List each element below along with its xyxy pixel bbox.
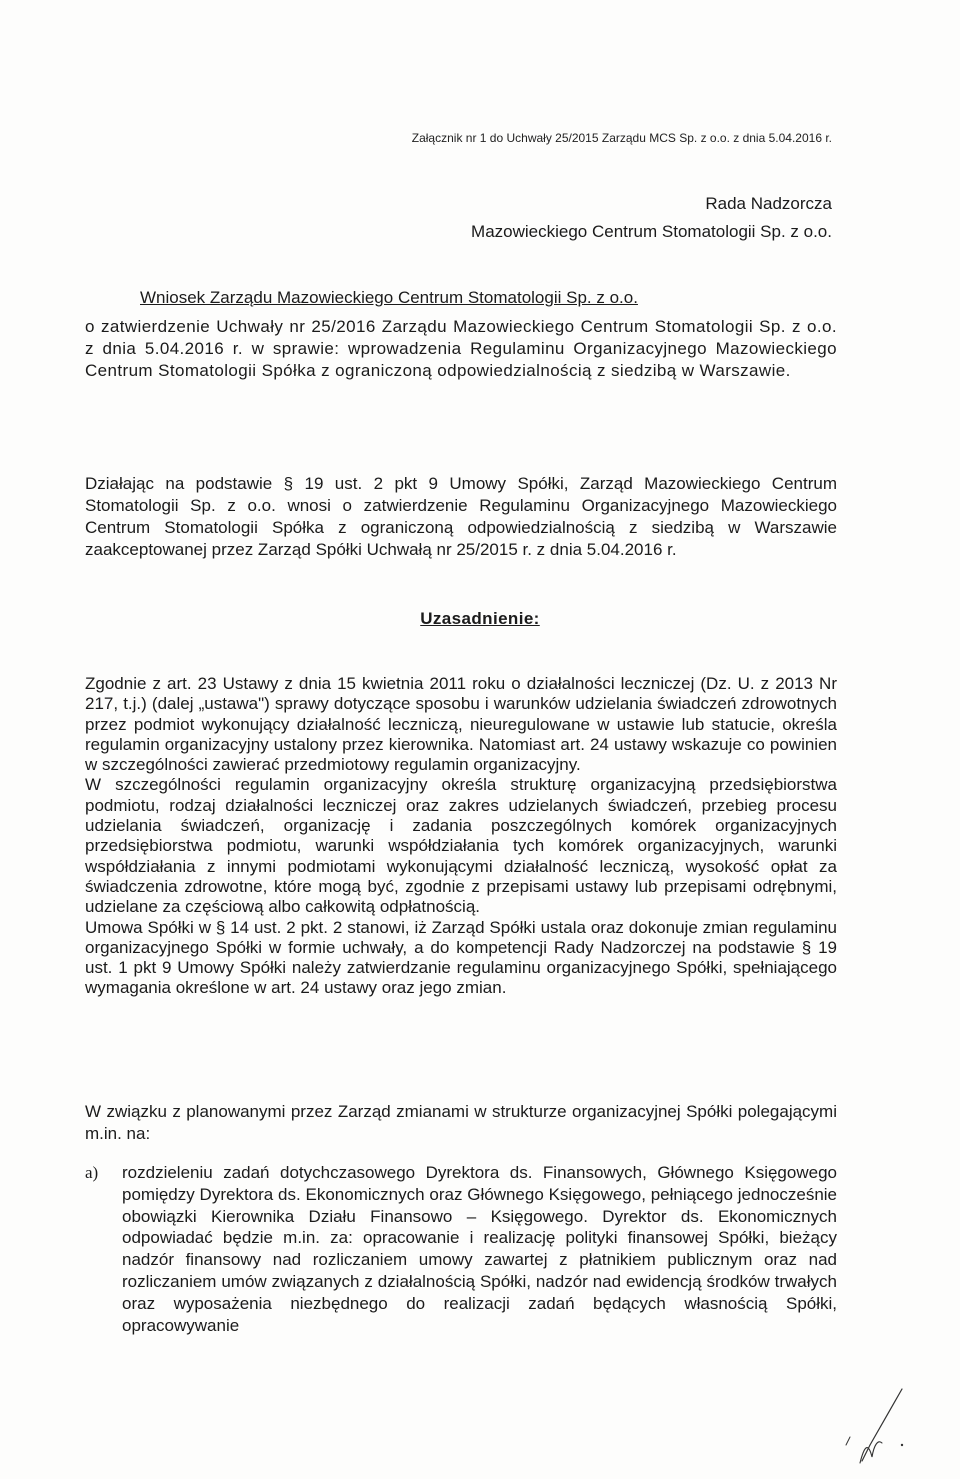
signature-icon <box>840 1385 920 1465</box>
list-item-text: rozdzieleniu zadań dotychczasowego Dyrektora ds. Finansowych, Głównego Księgowego pomiędzy Dyrektora ds. Ekonomicznych oraz Głównego Księgowego, pełniącego jednocześnie obowiązki Kierownika Działu Finansowo – Księgowego. Dyrektor ds. Ekonomicznych odpowiadać będzie m.in. za: opracowanie i realizację polityki finansowej Spółki, bieżący nadzór finansowy nad rozliczaniem umowy zawartej z płatnikiem publicznym oraz nad rozliczaniem umów związanych z działalnością Spółki, nadzór nad ewidencją środków trwałych oraz wyposażenia niezbędnego do realizacji zadań będących własnością Spółki, opracowywanie <box>122 1163 837 1335</box>
justification-heading: Uzasadnienie: <box>420 609 540 628</box>
list-item <box>85 1162 837 1336</box>
recipient-name: Rada Nadzorcza <box>705 194 832 213</box>
attachment-note: Załącznik nr 1 do Uchwały 25/2015 Zarządu MCS Sp. z o.o. z dnia 5.04.2016 r. <box>411 131 832 145</box>
application-subject <box>85 316 837 382</box>
justification-paragraph: W szczególności regulamin organizacyjny określa strukturę organizacyjną przedsiębiorstwa podmiotu, rodzaj działalności leczniczej oraz zakres udzielanych świadczeń, przebieg procesu udzielania świadczeń, organizację i zadania poszczególnych komórek organizacyjnych przedsiębiorstwa podmiotu, warunki współdziałania tych komórek organizacyjnych, warunki współdziałania z innymi podmiotami wykonującymi działalność leczniczą, wysokość opłat za świadczenia zdrowotne, które mogą być, zgodnie z przepisami ustawy lub przepisami odrębnymi, udzielane za częściową albo całkowitą odpłatnością. <box>85 775 837 917</box>
changes-intro: W związku z planowanymi przez Zarząd zmianami w strukturze organizacyjnej Spółki polegającymi m.in. na: <box>85 1102 837 1143</box>
justification-body <box>85 674 837 999</box>
subject-matter: w sprawie: wprowadzenia Regulaminu Organizacyjnego Mazowieckiego Centrum Stomatologii Spółka z ograniczoną odpowiedzialnością z siedzibą w Warszawie. <box>85 339 837 380</box>
recipient-block <box>471 190 832 246</box>
justification-paragraph: Umowa Spółki w § 14 ust. 2 pkt. 2 stanowi, iż Zarząd Spółki ustala oraz dokonuje zmian regulaminu organizacyjnego Spółki w formie uchwały, a do kompetencji Rady Nadzorczej na podstawie § 19 ust. 1 pkt 9 Umowy Spółki należy zatwierdzanie regulaminu organizacyjnego Spółki, spełniającego wymagania określone w art. 24 ustawy oraz jego zmian. <box>85 917 837 998</box>
application-title: Wniosek Zarządu Mazowieckiego Centrum Stomatologii Sp. z o.o. <box>140 288 638 307</box>
list-marker: a) <box>85 1163 99 1182</box>
legal-basis-paragraph: Działając na podstawie § 19 ust. 2 pkt 9 Umowy Spółki, Zarząd Mazowieckiego Centrum Stomatologii Sp. z o.o. wnosi o zatwierdzenie Regulaminu Organizacyjnego Mazowieckiego Centrum Stomatologii Spółka z ograniczoną odpowiedzialnością z siedzibą w Warszawie zaakceptowanej przez Zarząd Spółki Uchwałą nr 25/2015 r. z dnia 5.04.2016 r. <box>85 474 837 559</box>
changes-list <box>85 1162 837 1336</box>
recipient-company: Mazowieckiego Centrum Stomatologii Sp. z o.o. <box>471 222 832 241</box>
justification-paragraph: Zgodnie z art. 23 Ustawy z dnia 15 kwietnia 2011 roku o działalności leczniczej (Dz. U. z 2013 Nr 217, t.j.) (dalej „ustawa") sprawy dotyczące sposobu i warunków udzielania świadczeń zdrowotnych przez podmiot wykonujący działalność leczniczą, nieuregulowane w ustawie lub statucie, określa regulamin organizacyjny ustalony przez kierownika. Natomiast art. 24 ustawy wskazuje co powinien w szczególności zawierać przedmiotowy regulamin organizacyjny. <box>85 674 837 775</box>
subject-resolution: o zatwierdzenie Uchwały nr 25/2016 Zarządu Mazowieckiego Centrum Stomatologii Sp. z o.o. z dnia 5.04.2016 r. <box>85 317 837 358</box>
